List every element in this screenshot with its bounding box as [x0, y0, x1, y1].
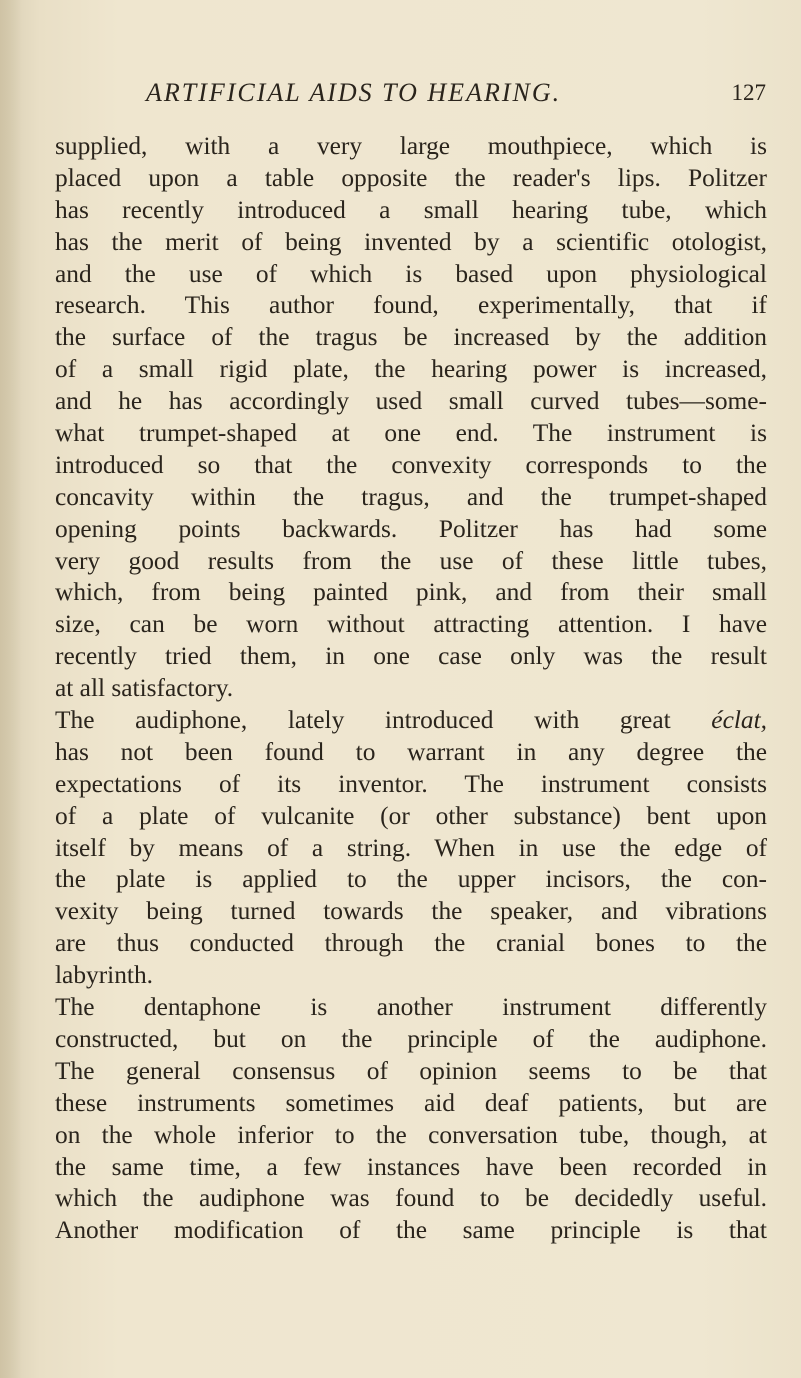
- text-line: vexity being turned towards the speaker, and vibrations: [55, 897, 767, 926]
- text-line: at all satisfactory.: [55, 674, 234, 703]
- running-head: [40, 78, 800, 118]
- text-line: which the audiphone was found to be decidedly useful.: [55, 1184, 767, 1213]
- text-line: Another modification of the same principle is that: [55, 1216, 767, 1245]
- text-line: recently tried them, in one case only was the result: [55, 642, 767, 671]
- text-line: The dentaphone is another instrument differently: [55, 993, 767, 1022]
- text-line: and the use of which is based upon physiological: [55, 259, 767, 288]
- text-line: itself by means of a string. When in use the edge of: [55, 833, 767, 862]
- text-line: on the whole inferior to the conversation tube, though, at: [55, 1120, 767, 1149]
- text-line: has recently introduced a small hearing tube, which: [55, 195, 767, 224]
- text-line: The general consensus of opinion seems to be that: [55, 1056, 767, 1085]
- text-line: constructed, but on the principle of the audiphone.: [55, 1024, 767, 1053]
- text-line: placed upon a table opposite the reader's lips. Politzer: [55, 163, 767, 192]
- text-line: concavity within the tragus, and the trumpet-shaped: [55, 482, 767, 511]
- text-line-with-italic: [55, 705, 767, 737]
- text-line: supplied, with a very large mouthpiece, which is: [55, 132, 767, 160]
- text-line: the surface of the tragus be increased by the addition: [55, 323, 767, 352]
- page-number: 127: [731, 80, 766, 105]
- text-line: size, can be worn without attracting attention. I have: [55, 610, 767, 639]
- text-segment: The audiphone, lately introduced with great: [55, 706, 712, 735]
- text-line: introduced so that the convexity corresponds to the: [55, 450, 767, 479]
- text-line: are thus conducted through the cranial bones to the: [55, 929, 767, 958]
- text-line: and he has accordingly used small curved tubes—some-: [55, 387, 767, 416]
- running-title: ARTIFICIAL AIDS TO HEARING.: [146, 78, 562, 107]
- page-gutter-shadow: [0, 0, 22, 1378]
- text-line: has not been found to warrant in any degree the: [55, 737, 767, 766]
- text-line: which, from being painted pink, and from their small: [55, 578, 767, 607]
- body-text: [55, 131, 767, 1247]
- text-line: the plate is applied to the upper incisors, the con-: [55, 865, 767, 894]
- text-line: these instruments sometimes aid deaf patients, but are: [55, 1088, 767, 1117]
- text-line: expectations of its inventor. The instrument consists: [55, 769, 767, 798]
- text-line: labyrinth.: [55, 961, 154, 990]
- text-line: opening points backwards. Politzer has had some: [55, 514, 767, 543]
- text-line: of a small rigid plate, the hearing power is increased,: [55, 355, 767, 384]
- text-line: of a plate of vulcanite (or other substance) bent upon: [55, 801, 767, 830]
- text-line: research. This author found, experimentally, that if: [55, 291, 767, 320]
- text-line: what trumpet-shaped at one end. The instrument is: [55, 419, 767, 448]
- text-line: has the merit of being invented by a scientific otologist,: [55, 227, 767, 256]
- italic-word: éclat,: [711, 706, 767, 735]
- text-line: the same time, a few instances have been recorded in: [55, 1152, 767, 1181]
- text-line: very good results from the use of these little tubes,: [55, 546, 767, 575]
